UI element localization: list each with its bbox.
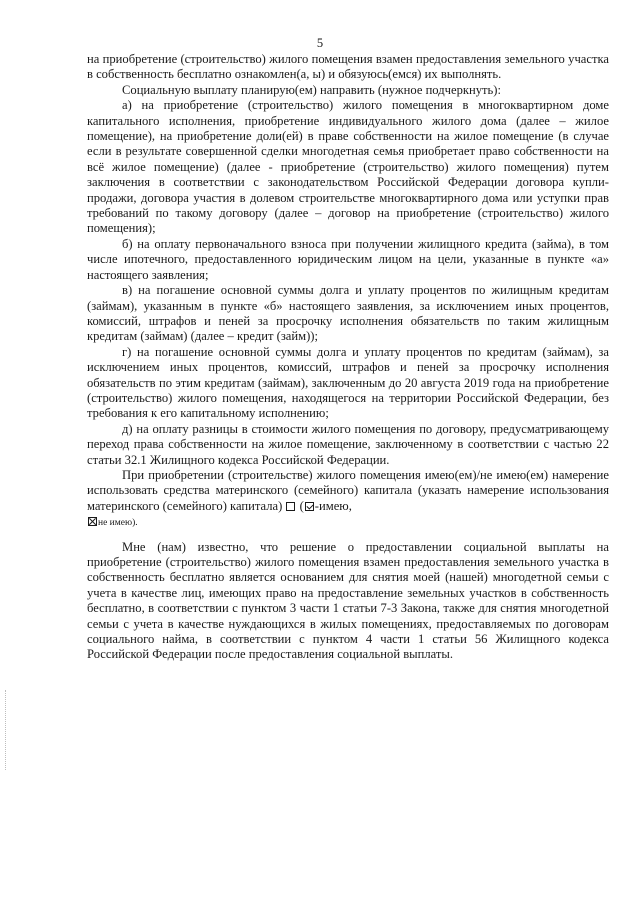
paragraph-continuation: на приобретение (строительство) жилого помещения взамен предоставления земельного участка в собственность бесплатно ознакомлен(а, ы) и обязуюсь(емся) их выполнять.	[87, 52, 609, 82]
crossed-box-icon	[88, 517, 97, 526]
paragraph-maternal-capital: При приобретении (строительстве) жилого помещения имею(ем)/не имею(ем) намерение использовать средства материнского (семейного) капитала (указать намерение использования материнского (семейного) капитала) ( -имею, не имею).	[87, 467, 609, 529]
margin-marks	[5, 690, 8, 770]
maternal-capital-checkbox[interactable]	[286, 502, 295, 511]
page-number: 5	[316, 36, 324, 50]
paragraph-option-a: а) на приобретение (строительство) жилого помещения в многоквартирном доме капитального исполнения, приобретение индивидуального жилого дома (далее – жилое помещение), на приобретение доли(ей) в праве собственности на жилое помещение (в случае если в результате совершенной сделки многодетная семья приобретает право собственности на всё жилое помещение) (далее - приобретение (строительство) жилого помещения) путем заключения в соответствии с законодательством Российской Федерации договора купли-продажи, договора участия в долевом строительстве многоквартирного дома или уступки прав требований по такому договору (далее – договор на приобретение (строительство) жилого помещения);	[87, 98, 609, 236]
paragraph-option-b: б) на оплату первоначального взноса при получении жилищного кредита (займа), в том числе ипотечного, предоставленного юридическим лицом на цели, указанные в пункте «а» настоящего заявления;	[87, 236, 609, 282]
maternal-capital-text: При приобретении (строительстве) жилого помещения имею(ем)/не имею(ем) намерение использовать средства материнского (семейного) капитала (указать намерение использования материнского (семейного) капитала)	[87, 467, 609, 513]
document-body	[87, 52, 609, 663]
paragraph-option-v: в) на погашение основной суммы долга и уплату процентов по жилищным кредитам (займам), указанным в пункте «б» настоящего заявления, за исключением иных процентов, комиссий, штрафов и пеней за просрочку исполнения обязательств по таким жилищным кредитам (займам) (далее – кредит (займ));	[87, 283, 609, 344]
checked-box-icon	[305, 502, 314, 511]
paragraph-option-d: д) на оплату разницы в стоимости жилого помещения по договору, предусматривающему переход права собственности на жилое помещение, заключенному в соответствии с частью 22 статьи 32.1 Жилищного кодекса Российской Федерации.	[87, 421, 609, 467]
option-has-not-label: не имею).	[98, 518, 138, 529]
paragraph-awareness: Мне (нам) известно, что решение о предоставлении социальной выплаты на приобретение (строительство) жилого помещения взамен предоставления земельного участка в собственность бесплатно является основанием для снятия моей (нашей) многодетной семьи с учета в качестве лиц, имеющих право на предоставление земельных участков в собственность бесплатно, в соответствии с пунктом 3 части 1 статьи 7-3 Закона, также для снятия многодетной семьи с учета в качестве нуждающихся в жилых помещениях, предоставляемых по договорам социального найма, в соответствии с пунктом 4 части 1 статьи 56 Жилищного кодекса Российской Федерации после предоставления социальной выплаты.	[87, 539, 609, 662]
option-has-label: -имею,	[314, 498, 352, 513]
paragraph-social-payment-intro: Социальную выплату планирую(ем) направить (нужное подчеркнуть):	[122, 82, 501, 97]
paragraph-option-g: г) на погашение основной суммы долга и уплату процентов по кредитам (займам), за исключением иных процентов, комиссий, штрафов и пеней за просрочку исполнения обязательств по этим кредитам (займам), заключенным до 20 августа 2019 года на приобретение (строительство) жилого помещения, находящегося на территории Российской Федерации, без требования к его капитальному исполнению;	[87, 344, 609, 421]
